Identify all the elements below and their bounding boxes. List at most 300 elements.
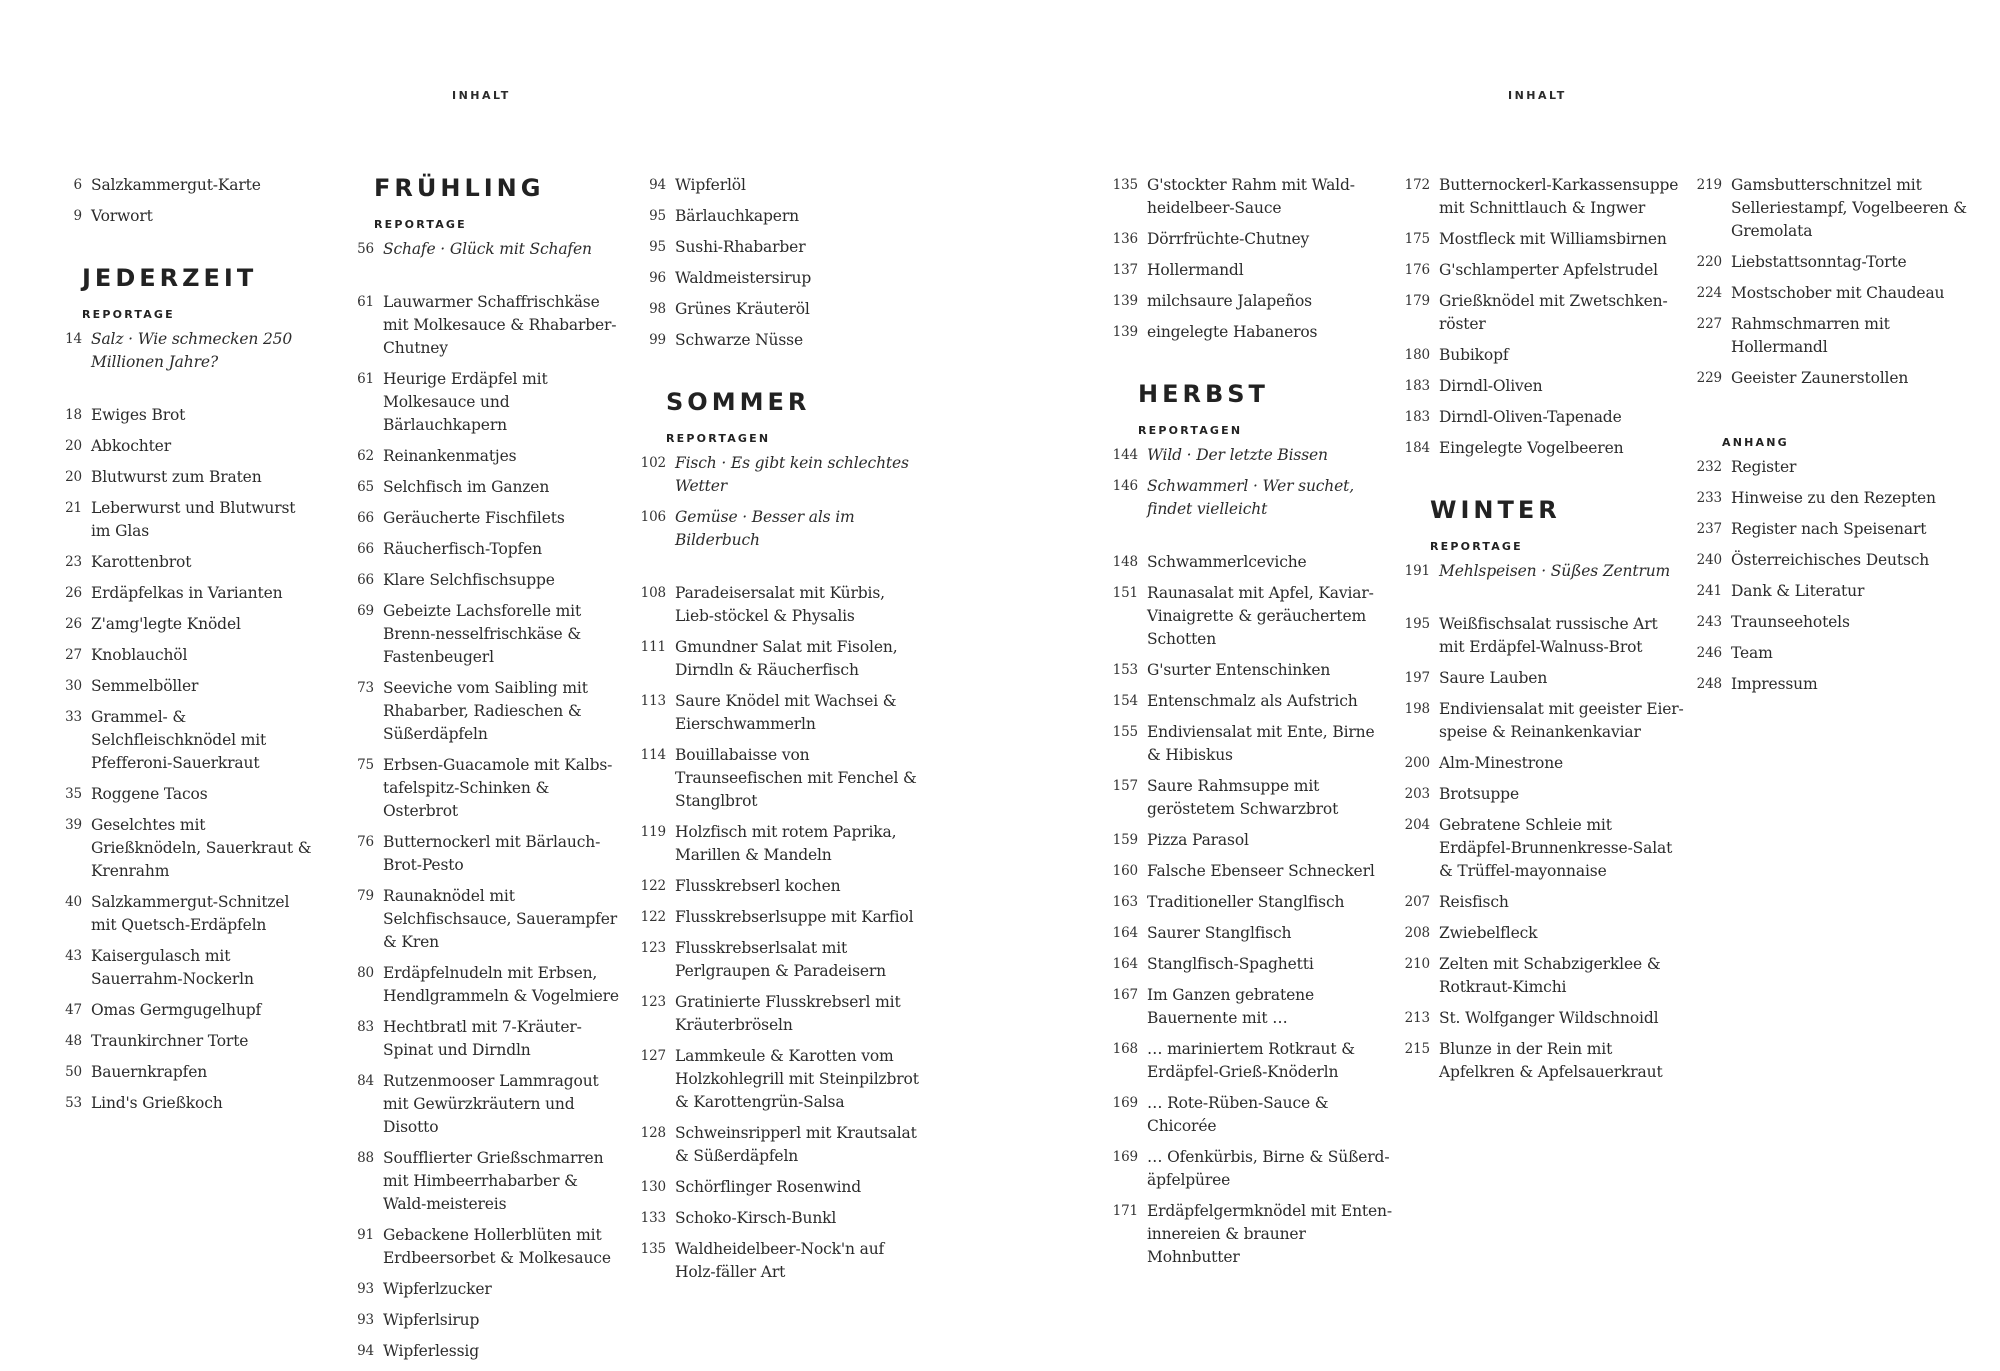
page-number: 99 bbox=[649, 332, 666, 348]
page-number: 144 bbox=[1112, 447, 1138, 463]
toc-entry[interactable] bbox=[346, 445, 624, 468]
entry-title: Reinankenmatjes bbox=[383, 447, 517, 465]
page-number: 229 bbox=[1696, 370, 1722, 386]
entry-title: Paradeisersalat mit Kürbis, Lieb-stöckel & Physalis bbox=[675, 584, 885, 625]
page-number: 154 bbox=[1112, 693, 1138, 709]
page-number: 135 bbox=[640, 1241, 666, 1257]
toc-entry[interactable] bbox=[346, 831, 624, 877]
page-number: 75 bbox=[357, 757, 374, 773]
toc-column-4 bbox=[1110, 174, 1392, 1277]
entry-title: Lind's Grießkoch bbox=[91, 1094, 223, 1112]
toc-entry[interactable] bbox=[1694, 313, 1984, 359]
toc-entry[interactable] bbox=[638, 1122, 920, 1168]
toc-entry[interactable] bbox=[638, 1238, 920, 1284]
entry-title: Erdäpfelkas in Varianten bbox=[91, 584, 283, 602]
toc-entry[interactable] bbox=[638, 636, 920, 682]
entry-title: Gebratene Schleie mit Erdäpfel-Brunnenkresse-Salat & Trüffel-mayonnaise bbox=[1439, 816, 1673, 880]
entry-title: Saure Lauben bbox=[1439, 669, 1548, 687]
entry-title: Traditioneller Stanglfisch bbox=[1147, 893, 1345, 911]
page-number: 9 bbox=[73, 208, 82, 224]
entry-title: Dank & Literatur bbox=[1731, 582, 1865, 600]
page-number: 33 bbox=[65, 709, 82, 725]
page-number: 95 bbox=[649, 239, 666, 255]
toc-entry[interactable] bbox=[638, 452, 920, 498]
page-number: 106 bbox=[640, 509, 666, 525]
page-number: 130 bbox=[640, 1179, 666, 1195]
toc-entry[interactable] bbox=[1402, 783, 1684, 806]
entry-title: Hinweise zu den Rezepten bbox=[1731, 489, 1936, 507]
page-number: 139 bbox=[1112, 324, 1138, 340]
toc-entry[interactable] bbox=[54, 551, 316, 574]
page-number: 213 bbox=[1404, 1010, 1430, 1026]
toc-entry[interactable] bbox=[1110, 475, 1392, 521]
entry-title: Salzkammergut-Karte bbox=[91, 176, 261, 194]
entry-title: Geselchtes mit Grießknödeln, Sauerkraut & Krenrahm bbox=[91, 816, 312, 880]
page-number: 246 bbox=[1696, 645, 1722, 661]
toc-entry[interactable] bbox=[1110, 829, 1392, 852]
toc-entry[interactable] bbox=[1110, 775, 1392, 821]
toc-entry[interactable] bbox=[1110, 1200, 1392, 1269]
page-number: 220 bbox=[1696, 254, 1722, 270]
page-number: 241 bbox=[1696, 583, 1722, 599]
toc-entry[interactable] bbox=[1110, 228, 1392, 251]
toc-entry[interactable] bbox=[346, 600, 624, 669]
toc-entry[interactable] bbox=[1110, 1146, 1392, 1192]
toc-entry[interactable] bbox=[638, 875, 920, 898]
toc-entry[interactable] bbox=[1402, 406, 1684, 429]
page-number: 232 bbox=[1696, 459, 1722, 475]
toc-entry[interactable] bbox=[1110, 259, 1392, 282]
page-number: 183 bbox=[1404, 409, 1430, 425]
entry-title: Saure Rahmsuppe mit geröstetem Schwarzbrot bbox=[1147, 777, 1339, 818]
toc-entry[interactable] bbox=[1110, 321, 1392, 344]
entry-title: Flusskrebserl kochen bbox=[675, 877, 841, 895]
entry-title: Leberwurst und Blutwurst im Glas bbox=[91, 499, 296, 540]
toc-entry[interactable] bbox=[638, 298, 920, 321]
entry-title: Reisfisch bbox=[1439, 893, 1509, 911]
toc-column-3 bbox=[638, 174, 920, 1292]
page-number: 180 bbox=[1404, 347, 1430, 363]
toc-entry[interactable] bbox=[1694, 456, 1984, 479]
toc-entry[interactable] bbox=[1402, 560, 1684, 583]
entry-title: Im Ganzen gebratene Bauernente mit … bbox=[1147, 986, 1314, 1027]
toc-entry[interactable] bbox=[1110, 551, 1392, 574]
page-number: 93 bbox=[357, 1281, 374, 1297]
entry-title: Grammel- & Selchfleischknödel mit Pfefferoni-Sauerkraut bbox=[91, 708, 267, 772]
page-number: 168 bbox=[1112, 1041, 1138, 1057]
toc-entry[interactable] bbox=[1402, 437, 1684, 460]
entry-title: Abkochter bbox=[91, 437, 171, 455]
toc-entry[interactable] bbox=[1402, 752, 1684, 775]
toc-entry[interactable] bbox=[346, 885, 624, 954]
page-number: 53 bbox=[65, 1095, 82, 1111]
toc-entry[interactable] bbox=[346, 569, 624, 592]
page-number: 176 bbox=[1404, 262, 1430, 278]
entry-title: … mariniertem Rotkraut & Erdäpfel-Grieß-Knöderln bbox=[1147, 1040, 1355, 1081]
toc-entry[interactable] bbox=[1694, 580, 1984, 603]
page-number: 204 bbox=[1404, 817, 1430, 833]
page-number: 27 bbox=[65, 647, 82, 663]
page-number: 66 bbox=[357, 572, 374, 588]
toc-entry[interactable] bbox=[1402, 375, 1684, 398]
page-number: 47 bbox=[65, 1002, 82, 1018]
toc-entry[interactable] bbox=[1110, 984, 1392, 1030]
page-number: 94 bbox=[649, 177, 666, 193]
entry-title: Bouillabaisse von Traunseefischen mit Fenchel & Stanglbrot bbox=[675, 746, 917, 810]
page-number: 73 bbox=[357, 680, 374, 696]
entry-title: … Rote-Rüben-Sauce & Chicorée bbox=[1147, 1094, 1329, 1135]
toc-entry[interactable] bbox=[346, 1070, 624, 1139]
page-number: 198 bbox=[1404, 701, 1430, 717]
toc-entry[interactable] bbox=[54, 328, 316, 374]
toc-entry[interactable] bbox=[54, 891, 316, 937]
season-heading: JEDERZEIT bbox=[82, 264, 258, 292]
page-number: 203 bbox=[1404, 786, 1430, 802]
entry-title: Saurer Stanglfisch bbox=[1147, 924, 1292, 942]
entry-title: Waldheidelbeer-Nock'n auf Holz-fäller Art bbox=[675, 1240, 885, 1281]
page-number: 197 bbox=[1404, 670, 1430, 686]
entry-title: Schwammerlceviche bbox=[1147, 553, 1307, 571]
toc-entry[interactable] bbox=[346, 754, 624, 823]
toc-entry[interactable] bbox=[1694, 642, 1984, 665]
toc-entry[interactable] bbox=[54, 435, 316, 458]
toc-entry[interactable] bbox=[346, 677, 624, 746]
entry-title: Saure Knödel mit Wachsei & Eierschwammerln bbox=[675, 692, 897, 733]
toc-entry[interactable] bbox=[1694, 549, 1984, 572]
toc-entry[interactable] bbox=[638, 582, 920, 628]
toc-entry[interactable] bbox=[1110, 582, 1392, 651]
toc-entry[interactable] bbox=[54, 1030, 316, 1053]
entry-title: Wipferlzucker bbox=[383, 1280, 492, 1298]
entry-title: Salzkammergut-Schnitzel mit Quetsch-Erdäpfeln bbox=[91, 893, 290, 934]
entry-title: Bubikopf bbox=[1439, 346, 1509, 364]
toc-entry[interactable] bbox=[1694, 487, 1984, 510]
toc-entry[interactable] bbox=[346, 1224, 624, 1270]
page-number: 157 bbox=[1112, 778, 1138, 794]
entry-title: Liebstattsonntag-Torte bbox=[1731, 253, 1907, 271]
entry-title: G'schlamperter Apfelstrudel bbox=[1439, 261, 1658, 279]
toc-entry[interactable] bbox=[54, 174, 316, 197]
toc-entry[interactable] bbox=[1110, 690, 1392, 713]
toc-entry[interactable] bbox=[54, 675, 316, 698]
spacer bbox=[54, 382, 316, 404]
page-number: 43 bbox=[65, 948, 82, 964]
page-number: 96 bbox=[649, 270, 666, 286]
toc-entry[interactable] bbox=[1694, 611, 1984, 634]
toc-entry[interactable] bbox=[346, 962, 624, 1008]
page-number: 233 bbox=[1696, 490, 1722, 506]
entry-title: Erdäpfelgermknödel mit Enten-innereien & brauner Mohnbutter bbox=[1147, 1202, 1392, 1266]
toc-entry[interactable] bbox=[1402, 174, 1684, 220]
toc-entry[interactable] bbox=[638, 906, 920, 929]
entry-title: Brotsuppe bbox=[1439, 785, 1519, 803]
page-number: 123 bbox=[640, 940, 666, 956]
toc-entry[interactable] bbox=[638, 744, 920, 813]
entry-title: Gebackene Hollerblüten mit Erdbeersorbet & Molkesauce bbox=[383, 1226, 611, 1267]
toc-entry[interactable] bbox=[1110, 174, 1392, 220]
page-number: 146 bbox=[1112, 478, 1138, 494]
toc-entry[interactable] bbox=[638, 937, 920, 983]
page-number: 127 bbox=[640, 1048, 666, 1064]
page-number: 119 bbox=[640, 824, 666, 840]
page-number: 88 bbox=[357, 1150, 374, 1166]
toc-entry[interactable] bbox=[1402, 698, 1684, 744]
spacer bbox=[1402, 591, 1684, 613]
toc-entry[interactable] bbox=[1110, 721, 1392, 767]
toc-entry[interactable] bbox=[638, 329, 920, 352]
page-number: 191 bbox=[1404, 563, 1430, 579]
page-number: 26 bbox=[65, 616, 82, 632]
toc-column-6 bbox=[1694, 174, 1984, 704]
page-number: 94 bbox=[357, 1343, 374, 1359]
page-number: 184 bbox=[1404, 440, 1430, 456]
entry-title: Raunasalat mit Apfel, Kaviar-Vinaigrette & geräuchertem Schotten bbox=[1147, 584, 1374, 648]
toc-entry[interactable] bbox=[346, 507, 624, 530]
toc-entry[interactable] bbox=[54, 205, 316, 228]
toc-entry[interactable] bbox=[54, 582, 316, 605]
toc-entry[interactable] bbox=[638, 174, 920, 197]
entry-title: Schoko-Kirsch-Bunkl bbox=[675, 1209, 837, 1227]
section-label: ANHANG bbox=[1722, 436, 1789, 449]
toc-entry[interactable] bbox=[638, 267, 920, 290]
entry-title: Wipferlsirup bbox=[383, 1311, 480, 1329]
page-number: 95 bbox=[649, 208, 666, 224]
season-heading: WINTER bbox=[1430, 496, 1561, 524]
entry-title: Entenschmalz als Aufstrich bbox=[1147, 692, 1358, 710]
entry-title: Stanglfisch-Spaghetti bbox=[1147, 955, 1314, 973]
toc-entry[interactable] bbox=[54, 1061, 316, 1084]
page-number: 240 bbox=[1696, 552, 1722, 568]
toc-entry[interactable] bbox=[1402, 613, 1684, 659]
entry-title: Endiviensalat mit Ente, Birne & Hibiskus bbox=[1147, 723, 1375, 764]
entry-title: Omas Germgugelhupf bbox=[91, 1001, 262, 1019]
page-number: 18 bbox=[65, 407, 82, 423]
page-number: 114 bbox=[640, 747, 666, 763]
entry-title: Waldmeistersirup bbox=[675, 269, 812, 287]
toc-entry[interactable] bbox=[638, 205, 920, 228]
page-number: 48 bbox=[65, 1033, 82, 1049]
entry-title: Zwiebelfleck bbox=[1439, 924, 1538, 942]
toc-entry[interactable] bbox=[1402, 953, 1684, 999]
toc-entry[interactable] bbox=[1694, 367, 1984, 390]
toc-entry[interactable] bbox=[54, 404, 316, 427]
toc-entry[interactable] bbox=[638, 1207, 920, 1230]
entry-title: Bauernkrapfen bbox=[91, 1063, 208, 1081]
toc-entry[interactable] bbox=[1402, 922, 1684, 945]
page-number: 136 bbox=[1112, 231, 1138, 247]
toc-entry[interactable] bbox=[1402, 814, 1684, 883]
entry-title: Ewiges Brot bbox=[91, 406, 186, 424]
toc-entry[interactable] bbox=[54, 706, 316, 775]
section-label: REPORTAGE bbox=[374, 218, 467, 231]
page-number: 167 bbox=[1112, 987, 1138, 1003]
entry-title: Karottenbrot bbox=[91, 553, 192, 571]
entry-title: Wipferlöl bbox=[675, 176, 746, 194]
toc-entry[interactable] bbox=[54, 466, 316, 489]
page-number: 93 bbox=[357, 1312, 374, 1328]
entry-title: Lammkeule & Karotten vom Holzkohlegrill mit Steinpilzbrot & Karottengrün-Salsa bbox=[675, 1047, 919, 1111]
toc-entry[interactable] bbox=[1110, 922, 1392, 945]
entry-title: Pizza Parasol bbox=[1147, 831, 1249, 849]
entry-title: Holzfisch mit rotem Paprika, Marillen & Mandeln bbox=[675, 823, 897, 864]
entry-title: Register bbox=[1731, 458, 1797, 476]
toc-entry[interactable] bbox=[54, 613, 316, 636]
toc-column-1 bbox=[54, 174, 316, 1123]
page-number: 207 bbox=[1404, 894, 1430, 910]
entry-title: Eingelegte Vogelbeeren bbox=[1439, 439, 1624, 457]
page-number: 39 bbox=[65, 817, 82, 833]
page-number: 163 bbox=[1112, 894, 1138, 910]
page-number: 169 bbox=[1112, 1149, 1138, 1165]
toc-entry[interactable] bbox=[346, 291, 624, 360]
season-heading: SOMMER bbox=[666, 388, 811, 416]
entry-title: Flusskrebserlsalat mit Perlgraupen & Paradeisern bbox=[675, 939, 887, 980]
page-number: 183 bbox=[1404, 378, 1430, 394]
page-number: 175 bbox=[1404, 231, 1430, 247]
toc-entry[interactable] bbox=[54, 945, 316, 991]
section-label: REPORTAGEN bbox=[1138, 424, 1243, 437]
toc-entry[interactable] bbox=[1402, 259, 1684, 282]
section-label: REPORTAGE bbox=[1430, 540, 1523, 553]
entry-title: Schafe · Glück mit Schafen bbox=[383, 240, 592, 258]
toc-entry[interactable] bbox=[1110, 953, 1392, 976]
page-number: 164 bbox=[1112, 956, 1138, 972]
section-label: REPORTAGE bbox=[82, 308, 175, 321]
entry-title: Gebeizte Lachsforelle mit Brenn-nesselfrischkäse & Fastenbeugerl bbox=[383, 602, 582, 666]
entry-title: Register nach Speisenart bbox=[1731, 520, 1927, 538]
page-number: 91 bbox=[357, 1227, 374, 1243]
page-number: 135 bbox=[1112, 177, 1138, 193]
toc-entry[interactable] bbox=[346, 368, 624, 437]
page-number: 227 bbox=[1696, 316, 1722, 332]
entry-title: Traunseehotels bbox=[1731, 613, 1850, 631]
toc-entry[interactable] bbox=[1694, 251, 1984, 274]
toc-entry[interactable] bbox=[1110, 290, 1392, 313]
entry-title: Geräucherte Fischfilets bbox=[383, 509, 565, 527]
section-label: REPORTAGEN bbox=[666, 432, 771, 445]
toc-entry[interactable] bbox=[1110, 1092, 1392, 1138]
toc-entry[interactable] bbox=[1402, 228, 1684, 251]
toc-entry[interactable] bbox=[1402, 1007, 1684, 1030]
page-number: 65 bbox=[357, 479, 374, 495]
toc-entry[interactable] bbox=[54, 497, 316, 543]
toc-entry[interactable] bbox=[638, 506, 920, 552]
toc-entry[interactable] bbox=[1402, 344, 1684, 367]
toc-column-5 bbox=[1402, 174, 1684, 1092]
page-number: 248 bbox=[1696, 676, 1722, 692]
page-number: 122 bbox=[640, 909, 666, 925]
entry-title: Butternockerl mit Bärlauch-Brot-Pesto bbox=[383, 833, 601, 874]
entry-title: Dörrfrüchte-Chutney bbox=[1147, 230, 1310, 248]
toc-entry[interactable] bbox=[346, 476, 624, 499]
entry-title: Gratinierte Flusskrebserl mit Kräuterbröseln bbox=[675, 993, 901, 1034]
toc-entry[interactable] bbox=[1402, 667, 1684, 690]
page-number: 62 bbox=[357, 448, 374, 464]
toc-entry[interactable] bbox=[1402, 1038, 1684, 1084]
toc-entry[interactable] bbox=[346, 1278, 624, 1301]
page-number: 21 bbox=[65, 500, 82, 516]
toc-entry[interactable] bbox=[346, 1147, 624, 1216]
entry-title: Selchfisch im Ganzen bbox=[383, 478, 550, 496]
page-number: 23 bbox=[65, 554, 82, 570]
spacer bbox=[1110, 529, 1392, 551]
toc-entry[interactable] bbox=[1694, 174, 1984, 243]
page-number: 164 bbox=[1112, 925, 1138, 941]
page-number: 26 bbox=[65, 585, 82, 601]
toc-entry[interactable] bbox=[1110, 1038, 1392, 1084]
entry-title: … Ofenkürbis, Birne & Süßerd-äpfelpüree bbox=[1147, 1148, 1390, 1189]
toc-entry[interactable] bbox=[1694, 518, 1984, 541]
toc-entry[interactable] bbox=[346, 238, 624, 261]
toc-entry[interactable] bbox=[638, 690, 920, 736]
entry-title: Butternockerl-Karkassensuppe mit Schnittlauch & Ingwer bbox=[1439, 176, 1679, 217]
page-number: 172 bbox=[1404, 177, 1430, 193]
entry-title: Endiviensalat mit geeister Eier-speise & Reinankenkaviar bbox=[1439, 700, 1684, 741]
toc-entry[interactable] bbox=[638, 1045, 920, 1114]
entry-title: Wipferlessig bbox=[383, 1342, 479, 1360]
toc-entry[interactable] bbox=[346, 1340, 624, 1363]
toc-entry[interactable] bbox=[54, 1092, 316, 1115]
page-number: 237 bbox=[1696, 521, 1722, 537]
toc-entry[interactable] bbox=[1110, 860, 1392, 883]
page-number: 195 bbox=[1404, 616, 1430, 632]
page-number: 169 bbox=[1112, 1095, 1138, 1111]
entry-title: Soufflierter Grießschmarren mit Himbeerrhabarber & Wald-meistereis bbox=[383, 1149, 604, 1213]
page-number: 155 bbox=[1112, 724, 1138, 740]
toc-entry[interactable] bbox=[638, 821, 920, 867]
toc-entry[interactable] bbox=[1402, 891, 1684, 914]
toc-entry[interactable] bbox=[54, 999, 316, 1022]
entry-title: Sushi-Rhabarber bbox=[675, 238, 806, 256]
page-number: 6 bbox=[73, 177, 82, 193]
page-number: 61 bbox=[357, 294, 374, 310]
toc-entry[interactable] bbox=[346, 538, 624, 561]
entry-title: Erbsen-Guacamole mit Kalbs-tafelspitz-Schinken & Osterbrot bbox=[383, 756, 613, 820]
toc-entry[interactable] bbox=[1694, 673, 1984, 696]
toc-entry[interactable] bbox=[54, 814, 316, 883]
page-number: 20 bbox=[65, 469, 82, 485]
toc-entry[interactable] bbox=[638, 1176, 920, 1199]
page-number: 200 bbox=[1404, 755, 1430, 771]
toc-entry[interactable] bbox=[1110, 444, 1392, 467]
toc-entry[interactable] bbox=[1694, 282, 1984, 305]
entry-title: Gemüse · Besser als im Bilderbuch bbox=[675, 508, 855, 549]
page-number: 14 bbox=[65, 331, 82, 347]
entry-title: Hechtbratl mit 7-Kräuter-Spinat und Dirndln bbox=[383, 1018, 582, 1059]
entry-title: Erdäpfelnudeln mit Erbsen, Hendlgrammeln & Vogelmiere bbox=[383, 964, 619, 1005]
toc-entry[interactable] bbox=[54, 644, 316, 667]
page-number: 40 bbox=[65, 894, 82, 910]
toc-entry[interactable] bbox=[346, 1016, 624, 1062]
entry-title: Blunze in der Rein mit Apfelkren & Apfelsauerkraut bbox=[1439, 1040, 1663, 1081]
toc-entry[interactable] bbox=[638, 991, 920, 1037]
toc-entry[interactable] bbox=[54, 783, 316, 806]
toc-entry[interactable] bbox=[638, 236, 920, 259]
entry-title: Traunkirchner Torte bbox=[91, 1032, 249, 1050]
running-head-right: INHALT bbox=[1508, 89, 1567, 102]
page-number: 153 bbox=[1112, 662, 1138, 678]
entry-title: Schörflinger Rosenwind bbox=[675, 1178, 862, 1196]
entry-title: milchsaure Jalapeños bbox=[1147, 292, 1312, 310]
toc-entry[interactable] bbox=[1402, 290, 1684, 336]
entry-title: eingelegte Habaneros bbox=[1147, 323, 1318, 341]
entry-title: Weißfischsalat russische Art mit Erdäpfel-Walnuss-Brot bbox=[1439, 615, 1658, 656]
entry-title: Alm-Minestrone bbox=[1439, 754, 1564, 772]
entry-title: Bärlauchkapern bbox=[675, 207, 799, 225]
toc-entry[interactable] bbox=[346, 1309, 624, 1332]
toc-entry[interactable] bbox=[1110, 659, 1392, 682]
toc-entry[interactable] bbox=[1110, 891, 1392, 914]
